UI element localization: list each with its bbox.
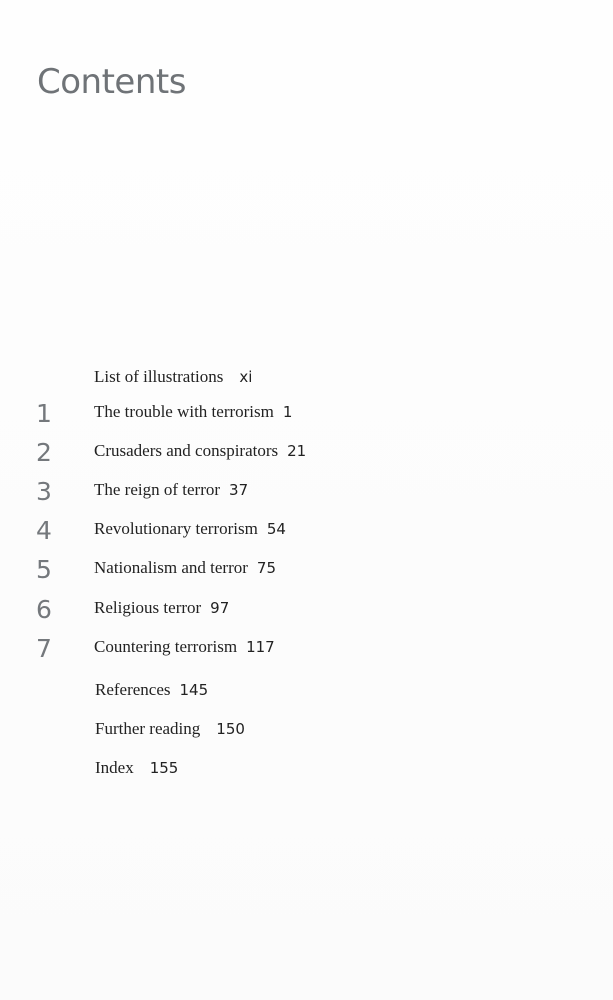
toc-entry-label: Crusaders and conspirators 21: [94, 441, 307, 460]
toc-page-number: 150: [216, 720, 245, 738]
toc-page-number: 75: [256, 559, 276, 577]
toc-page-number: 97: [210, 599, 230, 617]
toc-entry-chapter-4: [0, 516, 613, 549]
toc-entry-label: Nationalism and terror 75: [94, 558, 276, 577]
toc-entry-label: The reign of terror 37: [94, 480, 249, 499]
toc-entry-label: Religious terror 97: [94, 598, 230, 617]
chapter-number: 2: [36, 438, 52, 467]
toc-page-number: 1: [282, 403, 293, 421]
toc-entry-list-of-illustrations: [0, 367, 613, 397]
toc-entry-chapter-5: [0, 555, 613, 588]
toc-entry-label: Index 155: [95, 758, 179, 777]
toc-page-number: xi: [239, 368, 253, 386]
chapter-number: 3: [36, 477, 52, 506]
toc-page-number: 21: [287, 442, 307, 460]
toc-entry-label: Revolutionary terrorism 54: [94, 519, 286, 538]
chapter-number: 1: [36, 399, 52, 428]
toc-page-number: 117: [246, 638, 275, 656]
toc-entry-chapter-6: [0, 595, 613, 628]
toc-entry-label: References 145: [95, 680, 209, 699]
toc-page-number: 37: [229, 481, 249, 499]
toc-page-number: 145: [179, 681, 209, 699]
toc-entry-label: The trouble with terrorism 1: [94, 402, 293, 421]
toc-entry-further-reading: [0, 719, 613, 749]
toc-entry-index: [0, 758, 613, 788]
chapter-number: 5: [36, 555, 52, 584]
page-title: Contents: [37, 62, 186, 102]
toc-entry-chapter-1: [0, 399, 613, 432]
toc-entry-label: Further reading 150: [95, 719, 245, 738]
toc-entry-chapter-2: [0, 438, 613, 471]
toc-entry-chapter-3: [0, 477, 613, 510]
toc-entry-label: Countering terrorism 117: [94, 637, 275, 656]
chapter-number: 4: [36, 516, 52, 545]
toc-entry-chapter-7: [0, 634, 613, 667]
chapter-number: 6: [36, 595, 52, 624]
chapter-number: 7: [36, 634, 52, 663]
toc-page-number: 54: [266, 520, 286, 538]
toc-page-number: 155: [149, 759, 179, 777]
toc-entry-references: [0, 680, 613, 710]
toc-entry-label: List of illustrations xi: [94, 367, 253, 386]
